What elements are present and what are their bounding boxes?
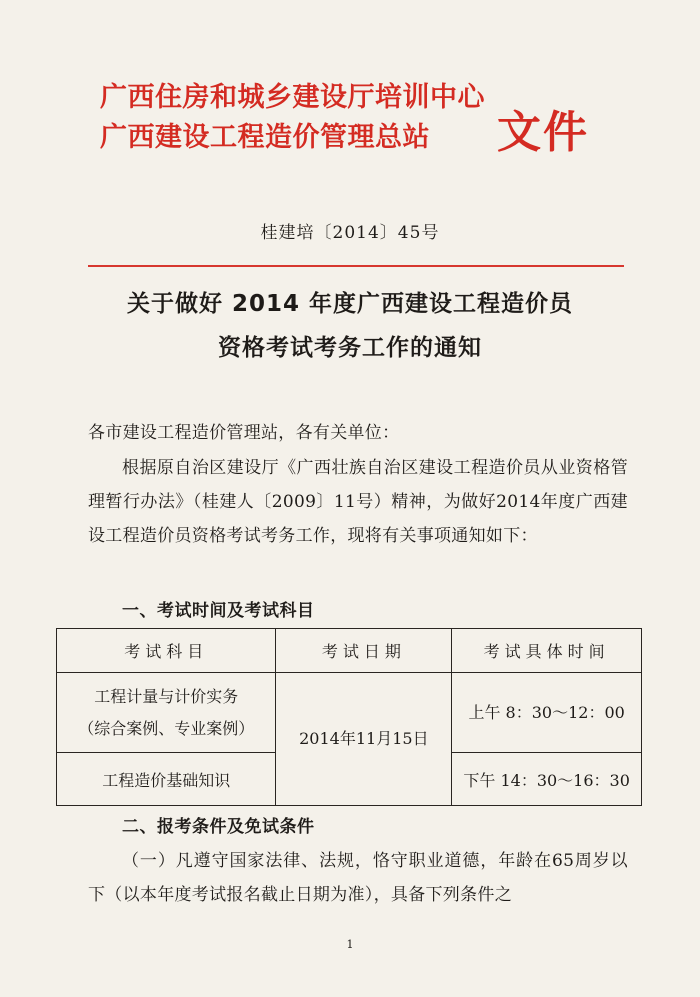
header-time: 考试具体时间 [452,629,642,673]
time-cell-morning: 上午 8：30～12：00 [452,673,642,753]
subject-cell-1 [57,673,276,753]
table-header-row [57,629,642,673]
red-divider-line [88,265,624,267]
exam-date-cell: 2014年11月15日 [276,673,452,806]
exam-schedule-table [56,628,642,806]
section-1-heading: 一、考试时间及考试科目 [122,601,315,621]
document-title [0,282,700,370]
document-number: 桂建培〔2014〕45号 [260,223,440,243]
title-line-2: 资格考试考务工作的通知 [218,335,482,361]
intro-paragraph: 根据原自治区建设厅《广西壮族自治区建设工程造价员从业资格管理暂行办法》（桂建人〔2009〕11号）精神，为做好2014年度广西建设工程造价员资格考试考务工作，现将有关事项通知如下： [88,458,628,546]
subject-1-note: （综合案例、专业案例） [78,718,255,738]
time-cell-afternoon: 下午 14：30～16：30 [452,753,642,806]
subject-cell-2: 工程造价基础知识 [57,753,276,806]
issuer-line-1: 广西住房和城乡建设厅培训中心 [100,82,485,113]
doc-type-label: 文件 [497,107,589,158]
salutation: 各市建设工程造价管理站，各有关单位： [88,423,400,443]
header-date: 考试日期 [276,629,452,673]
section-2-heading: 二、报考条件及免试条件 [122,817,315,837]
title-line-1: 关于做好 2014 年度广西建设工程造价员 [126,291,574,317]
issuer-line-2: 广西建设工程造价管理总站 [100,122,430,153]
conditions-paragraph: （一）凡遵守国家法律、法规，恪守职业道德，年龄在65周岁以下（以本年度考试报名截止日期为准），具备下列条件之 [88,851,628,905]
issuer-block [100,78,485,158]
header-subject: 考试科目 [57,629,276,673]
subject-1-name: 工程计量与计价实务 [94,686,239,706]
table-row [57,673,642,753]
page-number: 1 [346,938,354,951]
